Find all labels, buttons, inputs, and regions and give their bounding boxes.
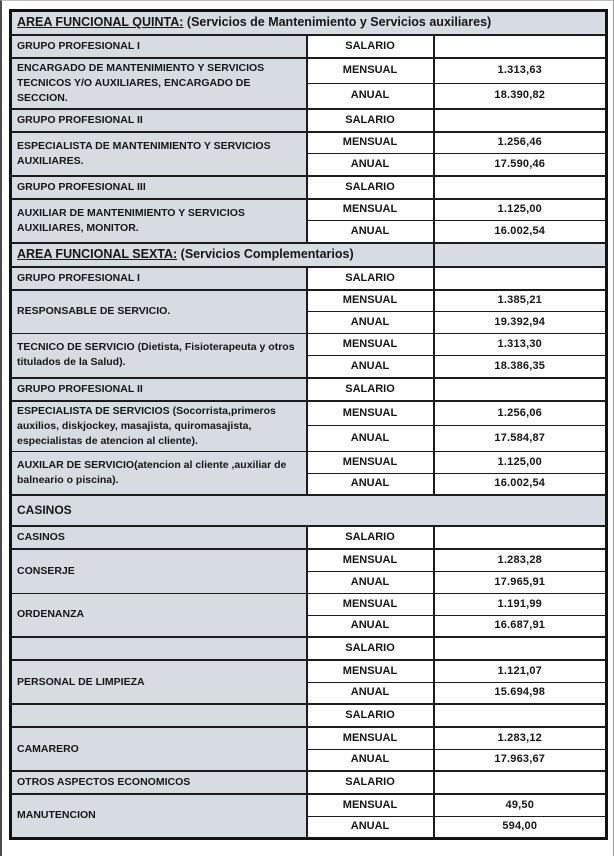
salario-header-row [11, 771, 607, 794]
job-label-cell: RESPONSABLE DE SERVICIO. [11, 290, 307, 334]
table-row [11, 660, 607, 682]
table-row [11, 794, 607, 816]
amount-cell: 1.313,30 [434, 334, 607, 356]
salary-table [9, 9, 608, 840]
area-title-subtitle-text: (Servicios de Mantenimiento y Servicios auxiliares) [183, 15, 492, 30]
area-title-spacer-cell [434, 243, 607, 267]
job-label-cell: ESPECIALISTA DE SERVICIOS (Socorrista,primeros auxilios, diskjockey, masajista, quiromasajista, especialistas de atencion al cliente). [11, 401, 307, 452]
amount-cell: 1.125,00 [434, 199, 607, 221]
amount-cell: 1.313,63 [434, 58, 607, 84]
group-label-cell: GRUPO PROFESIONAL III [11, 176, 307, 199]
period-cell: ANUAL [307, 816, 434, 838]
amount-cell: 18.390,82 [434, 83, 607, 109]
table-row [11, 401, 607, 426]
job-label-cell: AUXILIAR DE MANTENIMIENTO Y SERVICIOS AUXILIARES, MONITOR. [11, 199, 307, 243]
amount-cell: 16.002,54 [434, 221, 607, 243]
period-cell: MENSUAL [307, 334, 434, 356]
job-label-cell: AUXILAR DE SERVICIO(atencion al cliente ,auxiliar de balneario o piscina). [11, 451, 307, 495]
table-row [11, 199, 607, 221]
salario-header-row [11, 378, 607, 401]
salary-table-body [11, 11, 607, 839]
table-row [11, 549, 607, 571]
job-label-cell: MANUTENCION [11, 794, 307, 838]
period-cell: ANUAL [307, 426, 434, 451]
period-cell: ANUAL [307, 83, 434, 109]
group-label-cell [11, 704, 307, 727]
period-cell: ANUAL [307, 615, 434, 637]
section-band-row [11, 495, 607, 526]
job-label-cell: TECNICO DE SERVICIO (Dietista, Fisioterapeuta y otros titulados de la Salud). [11, 334, 307, 378]
amount-cell: 19.392,94 [434, 312, 607, 334]
section-title-row [11, 11, 607, 35]
amount-cell: 17.965,91 [434, 571, 607, 593]
period-cell: MENSUAL [307, 794, 434, 816]
group-label-cell: GRUPO PROFESIONAL II [11, 378, 307, 401]
period-cell: ANUAL [307, 312, 434, 334]
salario-header-row [11, 637, 607, 660]
salario-header-row [11, 267, 607, 290]
salario-empty-cell [434, 637, 607, 660]
group-label-cell: CASINOS [11, 526, 307, 549]
period-cell: MENSUAL [307, 593, 434, 615]
area-title-subtitle-text: (Servicios Complementarios) [177, 247, 354, 261]
salario-header-row [11, 176, 607, 199]
salario-header-row [11, 526, 607, 549]
amount-cell: 17.963,67 [434, 749, 607, 771]
period-cell: MENSUAL [307, 401, 434, 426]
job-label-cell: ENCARGADO DE MANTENIMIENTO Y SERVICIOS TECNICOS Y/O AUXILIARES, ENCARGADO DE SECCION. [11, 58, 307, 109]
salario-header-cell: SALARIO [307, 704, 434, 727]
amount-cell: 1.125,00 [434, 451, 607, 473]
table-row [11, 58, 607, 84]
section-title-row [11, 243, 607, 267]
salario-empty-cell [434, 35, 607, 58]
salario-header-cell: SALARIO [307, 267, 434, 290]
group-label-cell: OTROS ASPECTOS ECONOMICOS [11, 771, 307, 794]
salario-empty-cell [434, 704, 607, 727]
period-cell: ANUAL [307, 221, 434, 243]
table-row [11, 132, 607, 154]
salario-header-cell: SALARIO [307, 35, 434, 58]
amount-cell: 1.283,28 [434, 549, 607, 571]
amount-cell: 1.385,21 [434, 290, 607, 312]
table-row [11, 290, 607, 312]
area-title-cell [11, 11, 607, 35]
salario-empty-cell [434, 378, 607, 401]
table-row [11, 727, 607, 749]
period-cell: MENSUAL [307, 727, 434, 749]
salario-empty-cell [434, 526, 607, 549]
salario-empty-cell [434, 771, 607, 794]
period-cell: ANUAL [307, 749, 434, 771]
period-cell: ANUAL [307, 356, 434, 378]
period-cell: MENSUAL [307, 660, 434, 682]
amount-cell: 17.590,46 [434, 154, 607, 176]
table-row [11, 593, 607, 615]
salario-header-cell: SALARIO [307, 109, 434, 132]
amount-cell: 16.002,54 [434, 473, 607, 495]
period-cell: MENSUAL [307, 290, 434, 312]
salario-header-cell: SALARIO [307, 637, 434, 660]
group-label-cell: GRUPO PROFESIONAL I [11, 267, 307, 290]
amount-cell: 15.694,98 [434, 682, 607, 704]
period-cell: MENSUAL [307, 451, 434, 473]
group-label-cell: GRUPO PROFESIONAL II [11, 109, 307, 132]
group-label-cell: GRUPO PROFESIONAL I [11, 35, 307, 58]
period-cell: ANUAL [307, 682, 434, 704]
amount-cell: 18.386,35 [434, 356, 607, 378]
job-label-cell: ORDENANZA [11, 593, 307, 637]
salario-header-row [11, 704, 607, 727]
salario-empty-cell [434, 109, 607, 132]
salario-header-cell: SALARIO [307, 378, 434, 401]
salario-header-row [11, 35, 607, 58]
amount-cell: 1.121,07 [434, 660, 607, 682]
salario-empty-cell [434, 176, 607, 199]
group-label-cell [11, 637, 307, 660]
salario-header-cell: SALARIO [307, 771, 434, 794]
salario-header-row [11, 109, 607, 132]
table-row [11, 451, 607, 473]
period-cell: MENSUAL [307, 132, 434, 154]
period-cell: ANUAL [307, 473, 434, 495]
table-row [11, 334, 607, 356]
job-label-cell: PERSONAL DE LIMPIEZA [11, 660, 307, 704]
amount-cell: 1.191,99 [434, 593, 607, 615]
salario-empty-cell [434, 267, 607, 290]
job-label-cell: CAMARERO [11, 727, 307, 771]
period-cell: MENSUAL [307, 549, 434, 571]
area-title-text: AREA FUNCIONAL SEXTA: [17, 247, 178, 261]
period-cell: MENSUAL [307, 58, 434, 84]
amount-cell: 49,50 [434, 794, 607, 816]
salario-header-cell: SALARIO [307, 176, 434, 199]
amount-cell: 1.256,06 [434, 401, 607, 426]
job-label-cell: CONSERJE [11, 549, 307, 593]
area-title-cell [11, 243, 434, 267]
amount-cell: 1.256,46 [434, 132, 607, 154]
job-label-cell: ESPECIALISTA DE MANTENIMIENTO Y SERVICIOS AUXILIARES. [11, 132, 307, 176]
period-cell: ANUAL [307, 571, 434, 593]
amount-cell: 594,00 [434, 816, 607, 838]
section-band-cell: CASINOS [11, 495, 607, 526]
amount-cell: 17.584,87 [434, 426, 607, 451]
salario-header-cell: SALARIO [307, 526, 434, 549]
period-cell: MENSUAL [307, 199, 434, 221]
amount-cell: 16.687,91 [434, 615, 607, 637]
area-title-text: AREA FUNCIONAL QUINTA: [17, 15, 184, 30]
period-cell: ANUAL [307, 154, 434, 176]
amount-cell: 1.283,12 [434, 727, 607, 749]
